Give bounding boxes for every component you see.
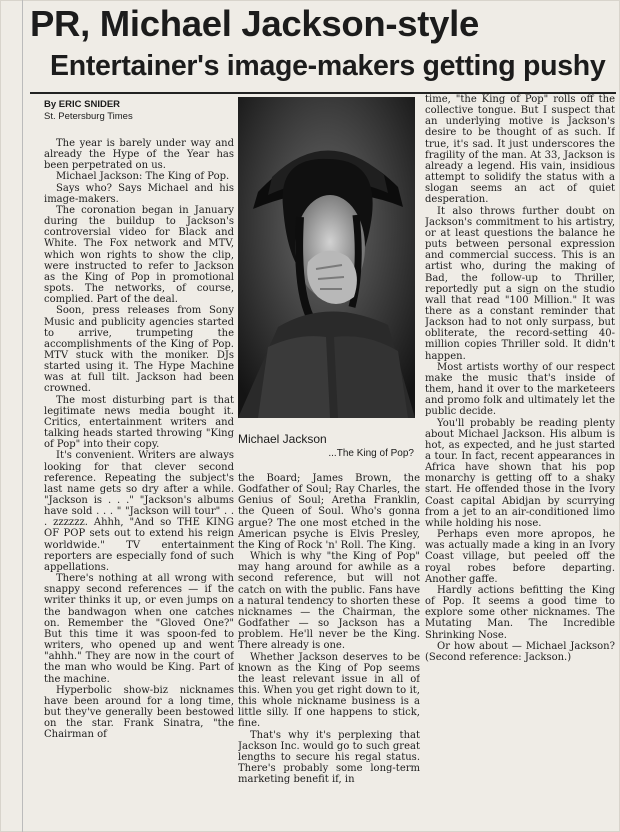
paragraph: Hardly actions befitting the King of Pop. It seems a good time to explore some other nicknames. The Mutating Man. The Incredible Shrinking Nose. xyxy=(425,584,615,641)
paragraph: Hyperbolic show-biz nicknames have been around for a long time, but they've generally been bestowed on the star. Frank Sinatra, "the Chairman of xyxy=(44,684,234,741)
paragraph: time, "the King of Pop" rolls off the collective tongue. But I suspect that an underlying motive is Jackson's desire to be thought of as such. If true, it's sad. It just underscores the fragility of the man. At 33, Jackson is already a legend. His vain, insidious attempt to solidify the status with a slogan seems an act of quiet desperation. xyxy=(425,94,615,206)
paragraph: Says who? Says Michael and his image-makers. xyxy=(44,182,234,205)
paragraph: Michael Jackson: The King of Pop. xyxy=(56,171,230,183)
portrait-image xyxy=(238,97,415,418)
column-1 xyxy=(44,138,234,828)
byline-author: By ERIC SNIDER xyxy=(44,99,121,110)
paragraph: Perhaps even more apropos, he was actually made a king in an Ivory Coast village, but peeled off the royal robes before departing. Another gaffe. xyxy=(425,529,615,585)
paragraph: It's convenient. Writers are always looking for that clever second reference. Repeating the subject's last name gets so dry after a while. "Jackson is . . ." "Jackson's albums have sold . . . " "Jackson will tour" . . . zzzzzz. Ahhh, "And so THE KING OF POP sets out to extend his reign worldwide." TV entertainment reporters are especially fond of such appellations. xyxy=(44,450,234,573)
column-3 xyxy=(425,94,615,828)
paragraph: The year is barely under way and already the Hype of the Year has been perpetrated on us. xyxy=(44,138,234,172)
paragraph: It also throws further doubt on Jackson's commitment to his artistry, or at least questions the balance he puts between personal expression and commercial success. This is an artist who, during the making of Bad, the follow-up to Thriller, reportedly put a sign on the studio wall that read "100 Million." It was there as a constant reminder that Jackson had to not only surpass, but obliterate, the record-setting 40-million copies Thriller sold. It didn't happen. xyxy=(425,205,615,362)
paragraph: the Board; James Brown, the Godfather of Soul; Ray Charles, the Genius of Soul; Aretha Franklin, the Queen of Soul. Who's gonna argue? The one most etched in the American psyche is Elvis Presley, the King of Rock 'n' Roll. The King. xyxy=(238,473,420,551)
paragraph: Whether Jackson deserves to be known as the King of Pop seems the least relevant issue in all of this. When you get right down to it, this whole nickname business is a little silly. If one happens to stick, fine. xyxy=(238,651,420,730)
paragraph: Most artists worthy of our respect make the music that's inside of them, hand it over to the marketeers and promo folk and ultimately let the public decide. xyxy=(425,361,615,418)
paragraph: The coronation began in January during the buildup to Jackson's controversial video for Black and White. The Fox network and MTV, which won rights to show the clip, were instructed to refer to Jackson as the King of Pop in promotional spots. The networks, of course, complied. Part of the deal. xyxy=(44,204,234,306)
byline xyxy=(44,99,234,123)
paragraph: You'll probably be reading plenty about Michael Jackson. His album is hot, as expected, and he just started a tour. In fact, recent appearances in Africa have shown that his pop monarchy is getting off to a shaky start. He offended those in the Ivory Coast capital Abidjan by scurrying from a jet to an air-conditioned limo while holding his nose. xyxy=(425,417,615,529)
paragraph: The most disturbing part is that legitimate news media bought it. Critics, entertainment writers and talking heads started throwing "King of Pop" into their copy. xyxy=(44,394,234,451)
headline: PR, Michael Jackson-style xyxy=(30,3,479,44)
paragraph: There's nothing at all wrong with snappy second references — if the writer thinks it up, or even jumps on the bandwagon when one catches on. Remember the "Gloved One?" But this time it was spoon-fed to writers, who opened up and went "ahhh." They are now in the court of the man who would be King. Part of the machine. xyxy=(44,573,234,685)
scan-margin-line xyxy=(22,0,23,832)
byline-outlet: St. Petersburg Times xyxy=(44,111,133,122)
paragraph: Soon, press releases from Sony Music and publicity agencies started to arrive, trumpeting the accomplishments of the King of Pop. MTV stuck with the moniker. DJs started using it. The Hype Machine was at full tilt. Jackson had been crowned. xyxy=(44,305,234,395)
photo-michael-jackson xyxy=(238,97,415,418)
paragraph: Which is why "the King of Pop" may hang around for awhile as a second reference, but will not catch on with the public. Fans have a natural tendency to shorten these nicknames — the Chairman, the Godfather — so Jackson has a problem. He'll never be the King. There already is one. xyxy=(238,551,420,652)
photo-caption-name: Michael Jackson xyxy=(238,432,327,446)
paragraph: Or how about — Michael Jackson? (Second reference: Jackson.) xyxy=(425,640,615,663)
photo-caption-line: ...The King of Pop? xyxy=(328,448,414,459)
subhead: Entertainer's image-makers getting pushy xyxy=(50,50,606,82)
column-2 xyxy=(238,473,420,828)
paragraph: That's why it's perplexing that Jackson Inc. would go to such great lengths to secure his regal status. There's probably some long-term marketing benefit if, in xyxy=(238,729,420,786)
